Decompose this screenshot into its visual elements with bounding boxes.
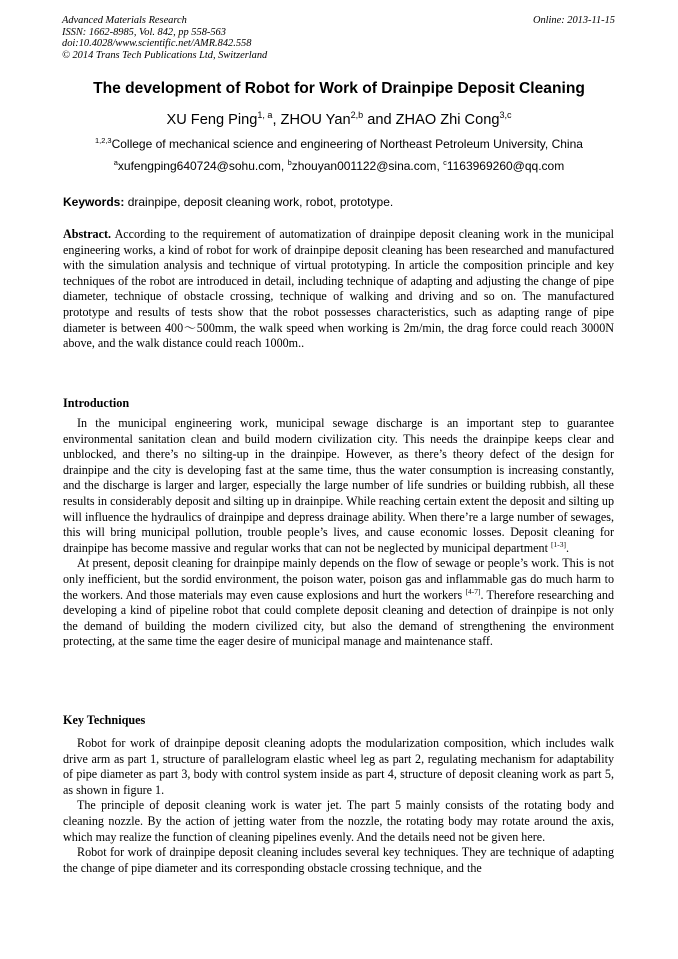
email-separator: , — [436, 159, 444, 173]
introduction-section — [63, 416, 614, 650]
affiliation-text: College of mechanical science and engineering of Northeast Petroleum University, China — [111, 137, 583, 151]
author-name: XU Feng Ping — [166, 112, 258, 128]
email-sup: c — [443, 158, 447, 167]
body-paragraph — [63, 556, 614, 650]
key-techniques-section — [63, 736, 614, 876]
body-paragraph: The principle of deposit cleaning work is water jet. The part 5 mainly consists of the rotating body and cleaning nozzle. By the action of jetting water from the nozzle, the rotating body may rotate around the axis, which may realize the function of cleaning pipelines evenly. And the details need not be given here. — [63, 798, 614, 844]
abstract-label: Abstract. — [63, 227, 112, 241]
email-separator: , — [280, 159, 288, 173]
body-paragraph: Robot for work of drainpipe deposit cleaning adopts the modularization composition, which includes walk drive arm as part 1, structure of parallelogram elastic wheel leg as part 2, regulating mechanism for adaptability of pipe diameter as part 3, body with control system inside as part 4, structure of deposit cleaning work as part 5, as shown in figure 1. — [63, 736, 614, 797]
paragraph-text: In the municipal engineering work, municipal sewage discharge is an important step to guarantee environmental sanitation clean and build modern civilization city. This needs the drainpipe keeps clear and unblocked, and there’s no silting-up in the drainpipe. However, as there’s theory defect of the design for drainpipe and the city is developing fast at the same time, thus the water consumption is increasing constantly, and the discharge is larger and larger, especially the large number of life sundries or building rubbish, all these results in considerably deposit and silting up in drainpipe. While reaching certain extent the deposit and silting up will influence the hydraulics of drainpipe and depress drainage ability. When there’re a large number of sewages, this will bring municipal pollution, trouble people’s lives, and cause economic losses. Deposit cleaning for drainpipe has become massive and regular works that can not be neglected by municipal department — [63, 416, 614, 555]
body-paragraph — [63, 416, 614, 556]
author-separator: , — [272, 112, 281, 128]
key-techniques-heading: Key Techniques — [63, 713, 146, 727]
paper-title: The development of Robot for Work of Drainpipe Deposit Cleaning — [93, 80, 585, 97]
author-name: ZHAO Zhi Cong — [395, 112, 500, 128]
email-sup: b — [287, 158, 292, 167]
author-sup: 1, a — [257, 110, 273, 121]
email-line — [0, 159, 678, 173]
citation-ref[interactable]: [4-7] — [465, 586, 481, 596]
introduction-heading: Introduction — [63, 396, 130, 410]
author-sup: 2,b — [350, 110, 364, 121]
affiliation — [0, 137, 678, 151]
keywords-label: Keywords: — [63, 195, 125, 209]
email-sup: a — [113, 158, 118, 167]
journal-doi: doi:10.4028/www.scientific.net/AMR.842.558 — [62, 38, 252, 50]
email-link[interactable]: 1163969260@qq.com — [446, 159, 565, 173]
paragraph-text: . — [565, 540, 569, 555]
citation-ref[interactable]: [1-3] — [550, 539, 566, 549]
author-name: ZHOU Yan — [280, 112, 351, 128]
online-date: Online: 2013-11-15 — [532, 15, 615, 26]
paragraph-text: . Therefore researching and developing a kind of pipeline robot that could complete deposit cleaning and detection of drainpipe is not only the demand of building the modern civilized city, but also the demand of strengthening the environment protecting, at the same time the eager desire of municipal manage and maintenance staff. — [63, 587, 614, 649]
abstract-text: According to the requirement of automatization of drainpipe deposit cleaning work in the municipal engineering works, a kind of robot for work of drainpipe deposit cleaning has been researched and manufactured with the simulation analysis and technique of virtual prototyping. In article the composition principle and key techniques of the robot are introduced in detail, including technique of adapting and adjusting the change of pipe diameter, technique of obstacle crossing, technique of walking and driving and so on. The manufactured prototype and results of tests show that the robot possesses characteristics, such as adapting range of pipe diameter is between 400～500mm, the walk speed when working is 2m/min, the drag force could reach 3000N above, and the walk distance could reach 1000m.. — [63, 227, 614, 351]
keywords — [63, 195, 393, 209]
affiliation-sup: 1,2,3 — [95, 136, 112, 145]
abstract-section — [63, 227, 614, 352]
journal-name: Advanced Materials Research — [62, 15, 187, 26]
author-sup: 3,c — [499, 110, 512, 121]
email-link[interactable]: zhouyan001122@sina.com — [291, 159, 437, 173]
abstract-paragraph — [63, 227, 614, 352]
journal-header — [62, 15, 267, 61]
paragraph-text: At present, deposit cleaning for drainpipe mainly depends on the flow of sewage or people’s work. This is not only inefficient, but the sordid environment, the poison water, poison gas and inflammable gas do much harm to the workers. And those materials may even cause explosions and hurt the workers — [63, 556, 614, 602]
author-line — [0, 112, 678, 128]
journal-issn: ISSN: 1662-8985, Vol. 842, pp 558-563 — [62, 26, 226, 38]
keywords-text: drainpipe, deposit cleaning work, robot, prototype. — [127, 195, 394, 209]
email-link[interactable]: xufengping640724@sohu.com — [117, 159, 281, 173]
author-separator: and — [363, 112, 396, 128]
journal-copyright: © 2014 Trans Tech Publications Ltd, Switzerland — [62, 49, 268, 61]
body-paragraph: Robot for work of drainpipe deposit cleaning includes several key techniques. They are technique of adapting the change of pipe diameter and its corresponding obstacle crossing technique, and the — [63, 845, 614, 875]
